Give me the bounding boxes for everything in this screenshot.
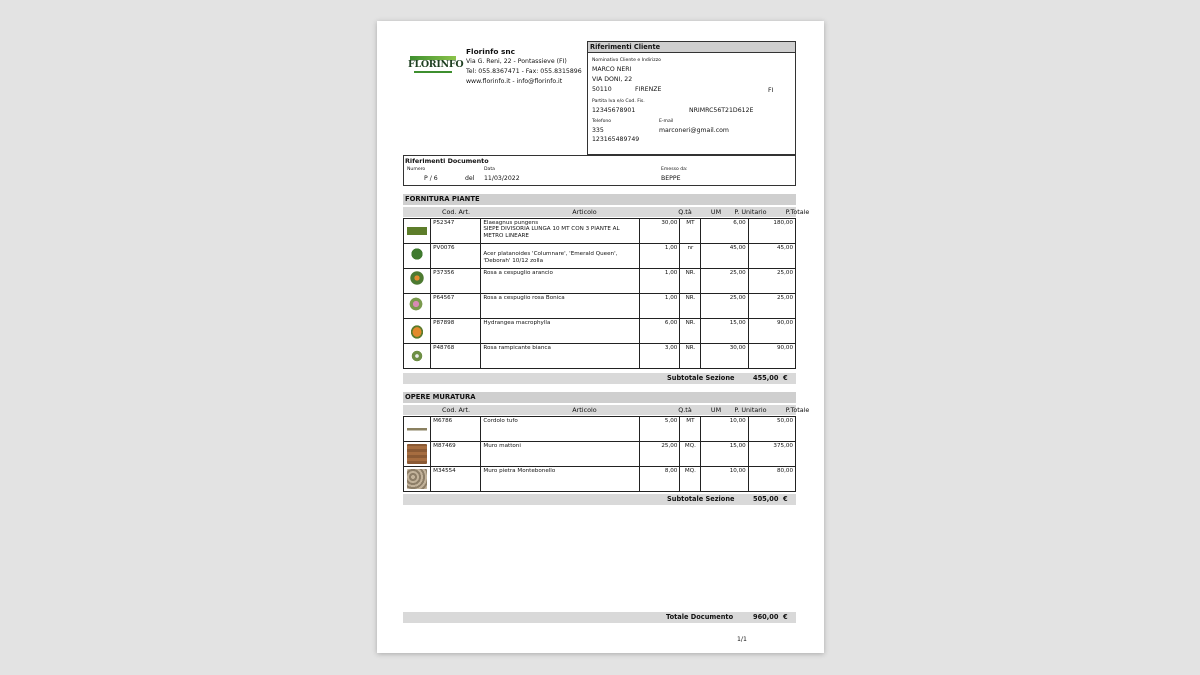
cell-code: P48768 [431, 344, 481, 369]
cell-total: 180,00 [748, 219, 795, 244]
col-um: UM [710, 208, 722, 216]
customer-name: MARCO NERI [592, 66, 632, 73]
cell-total: 25,00 [748, 294, 795, 319]
product-thumbnail-cell [404, 442, 431, 467]
document-number: P / 6 [424, 175, 438, 182]
cell-um: MT [680, 417, 701, 442]
document-del-label: del [465, 175, 475, 182]
table-row [404, 417, 796, 442]
cell-unit: 10,00 [701, 467, 748, 492]
table-row [404, 467, 796, 492]
document-number-label: Numero [407, 167, 426, 172]
section-columns-piante [403, 207, 810, 217]
cell-unit: 6,00 [701, 219, 748, 244]
section-columns-muratura [403, 405, 810, 415]
customer-street: VIA DONI, 22 [592, 76, 633, 83]
subtotal-value: 455,00 [753, 374, 779, 382]
col-article: Articolo [572, 406, 597, 414]
cell-article: Muro mattoni [481, 442, 640, 467]
product-thumbnail-cell [404, 319, 431, 344]
subtotal-value: 505,00 [753, 495, 779, 503]
customer-fiscal-code: NRIMRC56T21D612E [689, 107, 754, 114]
document-issuer: BEPPE [661, 175, 681, 182]
cell-article: Hydrangea macrophylla [481, 319, 640, 344]
company-address: Via G. Reni, 22 - Pontassieve (FI) [466, 58, 567, 65]
table-row [404, 294, 796, 319]
document-date-label: Data [484, 167, 495, 172]
subtotal-currency: € [783, 495, 788, 503]
customer-city: FIRENZE [635, 86, 662, 93]
cell-article: Acer platanoides 'Columnare', 'Emerald Queen', 'Deborah' 10/12 zolla [481, 244, 640, 269]
product-thumbnail-cell [404, 269, 431, 294]
table-row [404, 319, 796, 344]
cell-qty: 6,00 [640, 319, 680, 344]
cell-qty: 5,00 [640, 417, 680, 442]
document-page [377, 21, 824, 653]
cell-code: P87898 [431, 319, 481, 344]
subtotal-row-piante [403, 373, 796, 384]
cell-qty: 1,00 [640, 244, 680, 269]
cell-um: MQ. [680, 442, 701, 467]
cell-total: 375,00 [748, 442, 795, 467]
cell-total: 80,00 [748, 467, 795, 492]
cell-article: Muro pietra Montebonello [481, 467, 640, 492]
document-date: 11/03/2022 [484, 175, 520, 182]
table-row [404, 344, 796, 369]
product-thumbnail-cell [404, 294, 431, 319]
rose-pink-thumbnail-icon [407, 296, 427, 316]
customer-phone-label: Telefono [592, 119, 612, 124]
subtotal-label: Subtotale Sezione [667, 374, 735, 382]
stone-thumbnail-icon [407, 469, 427, 489]
cell-code: M87469 [431, 442, 481, 467]
tree-thumbnail-icon [407, 246, 427, 266]
cell-code: M6786 [431, 417, 481, 442]
cell-code: P37356 [431, 269, 481, 294]
cell-qty: 1,00 [640, 269, 680, 294]
tufo-thumbnail-icon [407, 419, 427, 439]
customer-phone2: 123165489749 [592, 136, 640, 143]
cell-um: MQ. [680, 467, 701, 492]
subtotal-label: Subtotale Sezione [667, 495, 735, 503]
items-table-piante [403, 218, 796, 369]
cell-total: 45,00 [748, 244, 795, 269]
col-code: Cod. Art. [441, 406, 471, 414]
col-um: UM [710, 406, 722, 414]
product-thumbnail-cell [404, 244, 431, 269]
brick-thumbnail-icon [407, 444, 427, 464]
document-total-label: Totale Documento [666, 613, 734, 621]
company-logo: FLORINFO [408, 55, 458, 73]
customer-box-title: Riferimenti Cliente [588, 42, 795, 53]
customer-name-label: Nominativo Cliente e Indirizzo [592, 58, 661, 63]
cell-um: NR. [680, 294, 701, 319]
cell-total: 25,00 [748, 269, 795, 294]
cell-um: nr [680, 244, 701, 269]
col-total: P.Totale [785, 208, 810, 216]
cell-article: Cordolo tufo [481, 417, 640, 442]
cell-unit: 10,00 [701, 417, 748, 442]
customer-vat: 12345678901 [592, 107, 636, 114]
document-total-value: 960,00 [753, 613, 779, 621]
cell-qty: 3,00 [640, 344, 680, 369]
page-number: 1/1 [737, 636, 747, 643]
col-qty: Q.tà [678, 406, 692, 414]
product-thumbnail-cell [404, 417, 431, 442]
rose-orange-thumbnail-icon [407, 271, 427, 291]
col-unit-price: P. Unitario [734, 406, 767, 414]
customer-vat-label: Partita Iva e/o Cod. Fis. [592, 99, 645, 104]
cell-qty: 30,00 [640, 219, 680, 244]
cell-article: Rosa a cespuglio arancio [481, 269, 640, 294]
col-code: Cod. Art. [441, 208, 471, 216]
section-header-muratura: OPERE MURATURA [403, 392, 796, 403]
customer-phone1: 335 [592, 127, 604, 134]
company-name: Florinfo snc [466, 47, 516, 56]
cell-unit: 25,00 [701, 269, 748, 294]
cell-um: MT [680, 219, 701, 244]
col-qty: Q.tà [678, 208, 692, 216]
cell-article: Rosa a cespuglio rosa Bonica [481, 294, 640, 319]
company-phone-fax: Tel: 055.8367471 - Fax: 055.8315896 [466, 68, 582, 75]
rose-white-thumbnail-icon [407, 346, 427, 366]
cell-um: NR. [680, 269, 701, 294]
cell-code: P52347 [431, 219, 481, 244]
cell-code: PV0076 [431, 244, 481, 269]
subtotal-currency: € [783, 374, 788, 382]
cell-unit: 25,00 [701, 294, 748, 319]
table-row [404, 219, 796, 244]
document-box-title: Riferimenti Documento [405, 157, 489, 165]
section-header-piante: FORNITURA PIANTE [403, 194, 796, 205]
product-thumbnail-cell [404, 219, 431, 244]
cell-unit: 15,00 [701, 442, 748, 467]
cell-total: 90,00 [748, 319, 795, 344]
subtotal-row-muratura [403, 494, 796, 505]
product-thumbnail-cell [404, 467, 431, 492]
customer-province: FI [768, 87, 774, 94]
cell-code: M34554 [431, 467, 481, 492]
cell-total: 90,00 [748, 344, 795, 369]
document-issuer-label: Emesso da: [661, 167, 688, 172]
customer-email: marconeri@gmail.com [659, 127, 729, 134]
cell-qty: 1,00 [640, 294, 680, 319]
document-total-currency: € [783, 613, 788, 621]
hydrangea-thumbnail-icon [407, 321, 427, 341]
table-row [404, 269, 796, 294]
cell-um: NR. [680, 344, 701, 369]
cell-unit: 30,00 [701, 344, 748, 369]
cell-unit: 15,00 [701, 319, 748, 344]
col-article: Articolo [572, 208, 597, 216]
customer-cap: 50110 [592, 86, 612, 93]
cell-article: Elaeagnus pungens SIEPE DIVISORIA LUNGA 10 MT CON 3 PIANTE AL METRO LINEARE [481, 219, 640, 244]
table-row [404, 442, 796, 467]
document-total-row [403, 612, 796, 623]
cell-qty: 25,00 [640, 442, 680, 467]
cell-article: Rosa rampicante bianca [481, 344, 640, 369]
items-table-muratura [403, 416, 796, 492]
table-row [404, 244, 796, 269]
customer-email-label: E-mail [659, 119, 674, 124]
col-unit-price: P. Unitario [734, 208, 767, 216]
cell-code: P64567 [431, 294, 481, 319]
col-total: P.Totale [785, 406, 810, 414]
hedge-thumbnail-icon [407, 221, 427, 241]
cell-total: 50,00 [748, 417, 795, 442]
company-web-email: www.florinfo.it - info@florinfo.it [466, 78, 563, 85]
cell-unit: 45,00 [701, 244, 748, 269]
product-thumbnail-cell [404, 344, 431, 369]
cell-um: NR. [680, 319, 701, 344]
cell-qty: 8,00 [640, 467, 680, 492]
